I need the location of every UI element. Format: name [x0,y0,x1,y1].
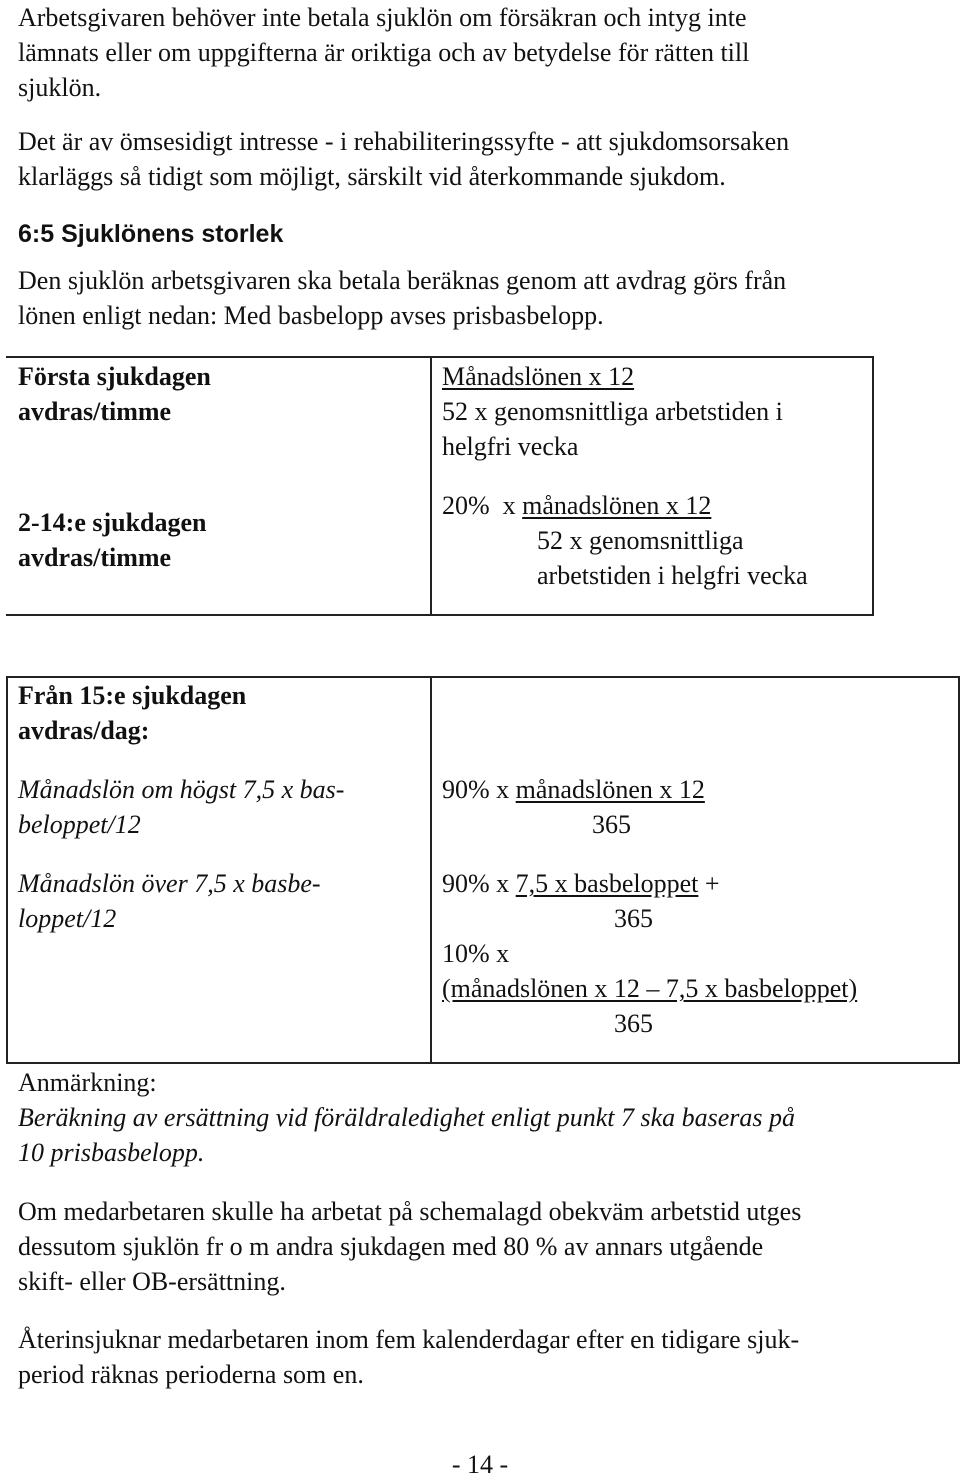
table2-row2-formula [442,866,952,1041]
formula-prefix: 10% x [442,939,510,968]
text-line: avdras/dag: [18,716,150,745]
text-line: Om medarbetaren skulle ha arbetat på schemalagd obekväm arbetstid utges [18,1197,802,1226]
formula-numerator: månadslönen x 12 [515,775,705,804]
formula-prefix: 90% x [442,775,510,804]
formula-line [442,866,952,901]
formula-denominator: 365 [614,904,653,933]
intro-paragraph-2 [18,124,948,194]
text-line: sjuklön. [18,73,102,102]
table2-row2-label [18,866,321,936]
text-line: 10 prisbasbelopp. [18,1138,205,1167]
text-line: Månadslön över 7,5 x basbe- [18,869,321,898]
text-line: lönen enligt nedan: Med basbelopp avses prisbasbelopp. [18,301,604,330]
ob-paragraph [18,1194,948,1299]
note-label: Anmärkning: [18,1068,157,1097]
formula-prefix: 20% x [442,491,516,520]
text-line: skift- eller OB-ersättning. [18,1267,286,1296]
text-line: 2-14:e sjukdagen [18,508,207,537]
text-line: period räknas perioderna som en. [18,1360,364,1389]
text-line: Arbetsgivaren behöver inte betala sjuklön om försäkran och intyg inte [18,3,747,32]
formula-denominator: arbetstiden i helgfri vecka [537,561,808,590]
note [18,1065,948,1170]
table2-row1-label [18,772,344,842]
table-column-divider [430,356,432,614]
section-paragraph [18,263,948,333]
formula-line [442,772,862,807]
text-line: Månadslön om högst 7,5 x bas- [18,775,345,804]
formula-denominator: 365 [592,810,631,839]
formula-prefix: 90% x [442,869,510,898]
formula-line [442,971,952,1006]
formula-numerator: (månadslönen x 12 – 7,5 x basbeloppet) [442,974,858,1003]
intro-paragraph-1 [18,0,948,105]
text-line: avdras/timme [18,543,172,572]
text-line: Återinsjuknar medarbetaren inom fem kalenderdagar efter en tidigare sjuk- [18,1325,800,1354]
formula-numerator: Månadslönen x 12 [442,362,635,391]
text-line: beloppet/12 [18,810,141,839]
page-number: - 14 - [451,1450,509,1479]
table1-row2-label [18,505,207,575]
text-line: lämnats eller om uppgifterna är oriktiga och av betydelse för rätten till [18,38,750,67]
table2-row1-formula [442,772,862,842]
table1-row2-formula [442,488,862,593]
text-line: Från 15:e sjukdagen [18,681,247,710]
text-line: Den sjuklön arbetsgivaren ska betala beräknas genom att avdrag görs från [18,266,787,295]
text-line: klarläggs så tidigt som möjligt, särskilt vid återkommande sjukdom. [18,162,726,191]
formula-plus: + [704,869,720,898]
text-line: avdras/timme [18,397,172,426]
formula-denominator: helgfri vecka [442,432,579,461]
reinsjuk-paragraph [18,1322,948,1392]
formula-denominator: 52 x genomsnittliga arbetstiden i [442,397,783,426]
formula-numerator: månadslönen x 12 [522,491,712,520]
table-column-divider [430,676,432,1064]
section-heading: 6:5 Sjuklönens storlek [18,220,284,248]
text-line: Beräkning av ersättning vid föräldraledighet enligt punkt 7 ska baseras på [18,1103,796,1132]
table1-row1-label [18,359,211,429]
formula-line [442,488,862,523]
text-line: Det är av ömsesidigt intresse - i rehabiliteringssyfte - att sjukdomsorsaken [18,127,790,156]
deduction-table-hourly [6,356,874,614]
text-line: loppet/12 [18,904,117,933]
text-line: dessutom sjuklön fr o m andra sjukdagen med 80 % av annars utgående [18,1232,764,1261]
formula-denominator: 52 x genomsnittliga [537,526,744,555]
text-line: Första sjukdagen [18,362,211,391]
formula-numerator: 7,5 x basbeloppet [515,869,699,898]
table1-row1-formula [442,359,783,464]
table2-header [18,678,246,748]
deduction-table-daily [6,676,960,1064]
formula-denominator: 365 [614,1009,653,1038]
